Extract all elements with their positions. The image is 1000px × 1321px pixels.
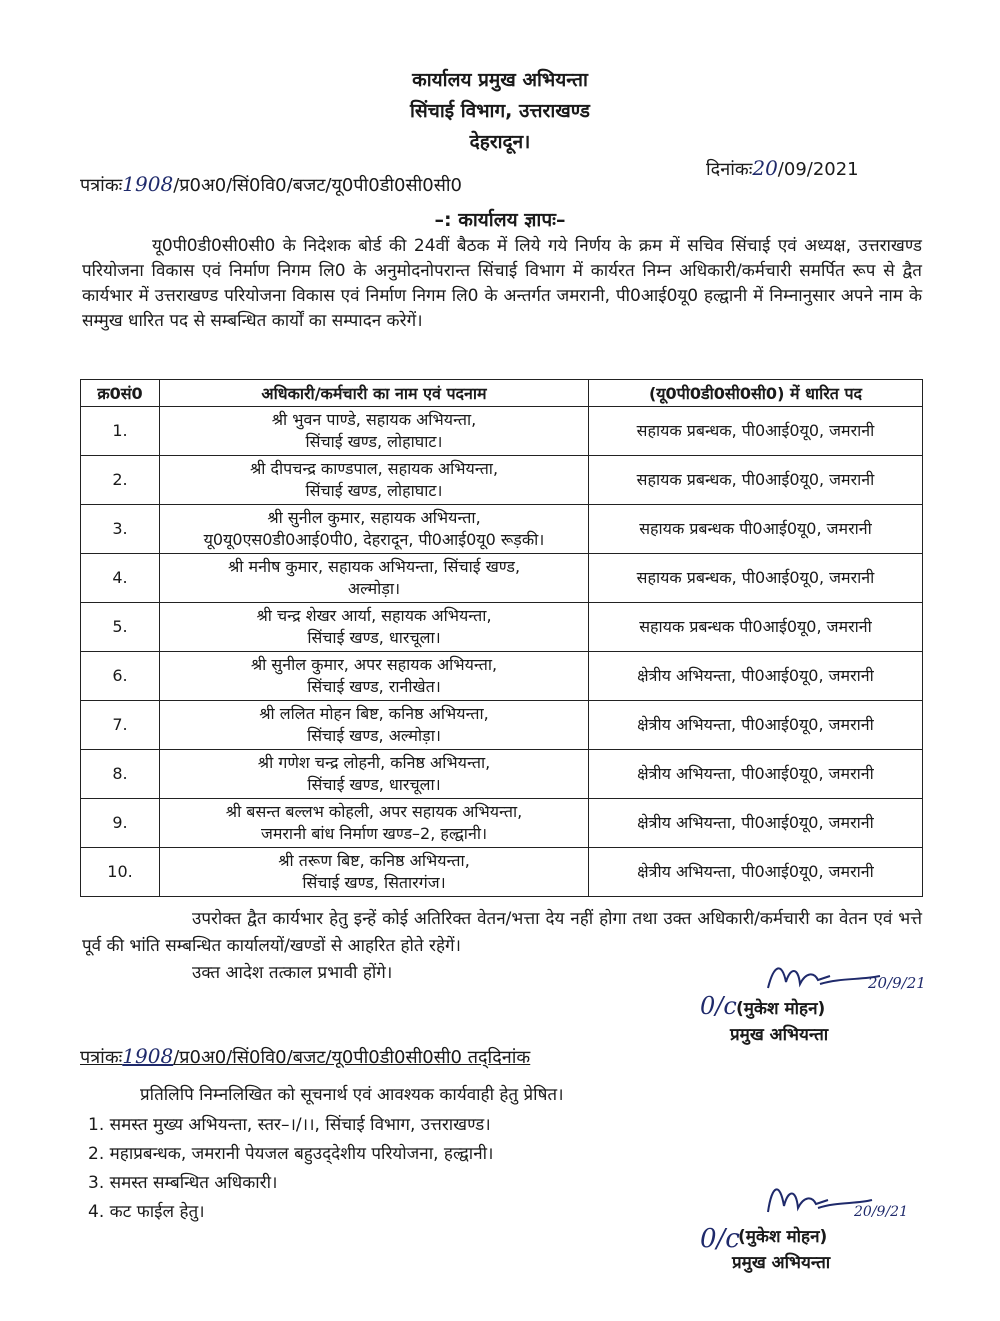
signature-2-designation: प्रमुख अभियन्ता xyxy=(732,1253,831,1273)
department-title: सिंचाई विभाग, उत्तराखण्ड xyxy=(410,100,590,122)
signature-1-designation: प्रमुख अभियन्ता xyxy=(730,1025,829,1045)
order-effective: उक्त आदेश तत्काल प्रभावी होंगे। xyxy=(192,963,393,983)
signature-block-1 xyxy=(690,958,950,1048)
table-row xyxy=(81,652,923,701)
row-serial: 5. xyxy=(81,603,160,652)
row-officer xyxy=(160,456,589,505)
officer-name-line: श्री सुनील कुमार, अपर सहायक अभियन्ता, xyxy=(250,655,498,674)
signature-1-date: 20/9/21 xyxy=(868,974,926,992)
office-title: कार्यालय प्रमुख अभियन्ता xyxy=(412,69,588,91)
row-post: क्षेत्रीय अभियन्ता, पी0आई0यू0, जमरानी xyxy=(589,799,923,848)
closing-paragraph: उपरोक्त द्वैत कार्यभार हेतु इन्हें कोई अतिरिक्त वेतन/भत्ता देय नहीं होगा तथा उक्त अधिकारी/कर्मचारी का वेतन एवं भत्ते पूर्व की भांति सम्बन्धित कार्यालयों/खण्डों से आहरित होते रहेगें। xyxy=(82,909,922,956)
row-post: सहायक प्रबन्धक, पी0आई0यू0, जमरानी xyxy=(589,554,923,603)
date-line xyxy=(706,156,859,181)
row-serial: 8. xyxy=(81,750,160,799)
row-officer xyxy=(160,603,589,652)
row-serial: 10. xyxy=(81,848,160,897)
memo-title: –: कार्यालय ज्ञापः– xyxy=(434,209,566,231)
officer-office-line: जमरानी बांध निर्माण खण्ड–2, हल्द्वानी। xyxy=(260,824,488,843)
date-day: 20 xyxy=(752,156,778,180)
table-row xyxy=(81,750,923,799)
table-row xyxy=(81,456,923,505)
officer-name-line: श्री भुवन पाण्डे, सहायक अभियन्ता, xyxy=(271,410,477,429)
ref-prefix: पत्रांकः xyxy=(80,175,123,196)
row-serial: 7. xyxy=(81,701,160,750)
row-serial: 3. xyxy=(81,505,160,554)
row-post: सहायक प्रबन्धक पी0आई0यू0, जमरानी xyxy=(589,505,923,554)
ref2-suffix: /प्र0अ0/सिं0वि0/बजट/यू0पी0डी0सी0सी0 तद्‌दिनांक xyxy=(173,1047,531,1068)
officer-name-line: श्री बसन्त बल्लभ कोहली, अपर सहायक अभियन्ता, xyxy=(225,802,523,821)
row-serial: 4. xyxy=(81,554,160,603)
table-row xyxy=(81,554,923,603)
officer-office-line: यू0यू0एस0डी0आई0पी0, देहरादून, पी0आई0यू0 रूड़की। xyxy=(203,530,545,549)
officer-office-line: सिंचाई खण्ड, धारचूला। xyxy=(307,628,441,647)
row-post: क्षेत्रीय अभियन्ता, पी0आई0यू0, जमरानी xyxy=(589,701,923,750)
reference-line xyxy=(80,172,462,197)
row-post: सहायक प्रबन्धक पी0आई0यू0, जमरानी xyxy=(589,603,923,652)
table-row xyxy=(81,848,923,897)
officer-name-line: श्री तरूण बिष्ट, कनिष्ठ अभियन्ता, xyxy=(278,851,470,870)
row-officer xyxy=(160,505,589,554)
table-body xyxy=(81,407,923,897)
copy-list-item: 3. समस्त सम्बन्धित अधिकारी। xyxy=(88,1173,278,1193)
date-rest: /09/2021 xyxy=(777,159,859,180)
signature-block-2 xyxy=(698,1178,958,1278)
copy-intro: प्रतिलिपि निम्नलिखित को सूचनार्थ एवं आवश्यक कार्यवाही हेतु प्रेषित। xyxy=(140,1085,564,1105)
row-officer xyxy=(160,554,589,603)
officer-name-line: श्री ललित मोहन बिष्ट, कनिष्ठ अभियन्ता, xyxy=(259,704,489,723)
table-row xyxy=(81,603,923,652)
signature-1-name: (मुकेश मोहन) xyxy=(736,999,826,1019)
signature-1-initial: 0/c xyxy=(700,992,737,1020)
row-serial: 2. xyxy=(81,456,160,505)
ref2-prefix: पत्रांकः xyxy=(80,1047,123,1068)
copy-list-item: 1. समस्त मुख्य अभियन्ता, स्तर–।/।।, सिंचाई विभाग, उत्तराखण्ड। xyxy=(88,1115,491,1135)
date-prefix: दिनांकः xyxy=(706,159,753,180)
body-paragraph: यू0पी0डी0सी0सी0 के निदेशक बोर्ड की 24वीं बैठक में लिये गये निर्णय के क्रम में सचिव सिंचाई एवं अध्यक्ष, उत्तराखण्ड परियोजना विकास एवं निर्माण निगम लि0 के अनुमोदनोपरान्त सिंचाई विभाग में कार्यरत निम्न अधिकारी/कर्मचारी समर्पित रूप से द्वैत कार्यभार में उत्तराखण्ड परियोजना विकास एवं निर्माण निगम लि0 के अन्तर्गत जमरानी, पी0आई0यू0 हल्द्वानी में निम्नानुसार अपने नाम के सम्मुख धारित पद से सम्बन्धित कार्यों का सम्पादन करेगें। xyxy=(82,236,922,331)
officer-name-line: श्री चन्द्र शेखर आर्या, सहायक अभियन्ता, xyxy=(256,606,492,625)
officer-name-line: श्री सुनील कुमार, सहायक अभियन्ता, xyxy=(267,508,481,527)
row-officer xyxy=(160,407,589,456)
ref2-number: 1908 xyxy=(122,1044,174,1068)
copy-list-item: 2. महाप्रबन्धक, जमरानी पेयजल बहुउद्‌देशीय परियोजना, हल्द्वानी। xyxy=(88,1144,494,1164)
officer-office-line: सिंचाई खण्ड, लोहाघाट। xyxy=(305,432,443,451)
officer-name-line: श्री मनीष कुमार, सहायक अभियन्ता, सिंचाई खण्ड, xyxy=(227,557,521,576)
row-post: क्षेत्रीय अभियन्ता, पी0आई0यू0, जमरानी xyxy=(589,750,923,799)
table-row xyxy=(81,505,923,554)
officer-name-line: श्री दीपचन्द्र काण्डपाल, सहायक अभियन्ता, xyxy=(249,459,499,478)
header-serial: क्र0सं0 xyxy=(81,380,160,407)
header-name: अधिकारी/कर्मचारी का नाम एवं पदनाम xyxy=(160,380,589,407)
ref-suffix: /प्र0अ0/सिं0वि0/बजट/यू0पी0डी0सी0सी0 xyxy=(173,175,463,196)
officer-office-line: सिंचाई खण्ड, अल्मोड़ा। xyxy=(307,726,441,745)
ref-number: 1908 xyxy=(122,172,174,196)
row-serial: 9. xyxy=(81,799,160,848)
officer-table xyxy=(80,379,923,897)
row-serial: 6. xyxy=(81,652,160,701)
signature-2-name: (मुकेश मोहन) xyxy=(738,1227,828,1247)
row-officer xyxy=(160,701,589,750)
officer-office-line: सिंचाई खण्ड, धारचूला। xyxy=(307,775,441,794)
copy-list-item: 4. कट फाईल हेतु। xyxy=(88,1202,205,1222)
signature-2-date: 20/9/21 xyxy=(854,1204,908,1220)
officer-name-line: श्री गणेश चन्द्र लोहनी, कनिष्ठ अभियन्ता, xyxy=(257,753,491,772)
row-post: सहायक प्रबन्धक, पी0आई0यू0, जमरानी xyxy=(589,407,923,456)
row-post: सहायक प्रबन्धक, पी0आई0यू0, जमरानी xyxy=(589,456,923,505)
header-post: (यू0पी0डी0सी0सी0) में धारित पद xyxy=(589,380,923,407)
row-officer xyxy=(160,799,589,848)
table-row xyxy=(81,407,923,456)
row-officer xyxy=(160,652,589,701)
officer-office-line: सिंचाई खण्ड, लोहाघाट। xyxy=(305,481,443,500)
officer-office-line: सिंचाई खण्ड, रानीखेत। xyxy=(307,677,441,696)
row-officer xyxy=(160,848,589,897)
table-row xyxy=(81,701,923,750)
reference-line-2 xyxy=(80,1044,530,1069)
city-title: देहरादून। xyxy=(469,131,531,153)
row-officer xyxy=(160,750,589,799)
row-serial: 1. xyxy=(81,407,160,456)
officer-office-line: सिंचाई खण्ड, सितारगंज। xyxy=(302,873,446,892)
row-post: क्षेत्रीय अभियन्ता, पी0आई0यू0, जमरानी xyxy=(589,848,923,897)
table-header-row xyxy=(81,380,923,407)
signature-2-initial: 0/c xyxy=(700,1224,740,1254)
table-row xyxy=(81,799,923,848)
row-post: क्षेत्रीय अभियन्ता, पी0आई0यू0, जमरानी xyxy=(589,652,923,701)
officer-office-line: अल्मोड़ा। xyxy=(347,579,401,598)
